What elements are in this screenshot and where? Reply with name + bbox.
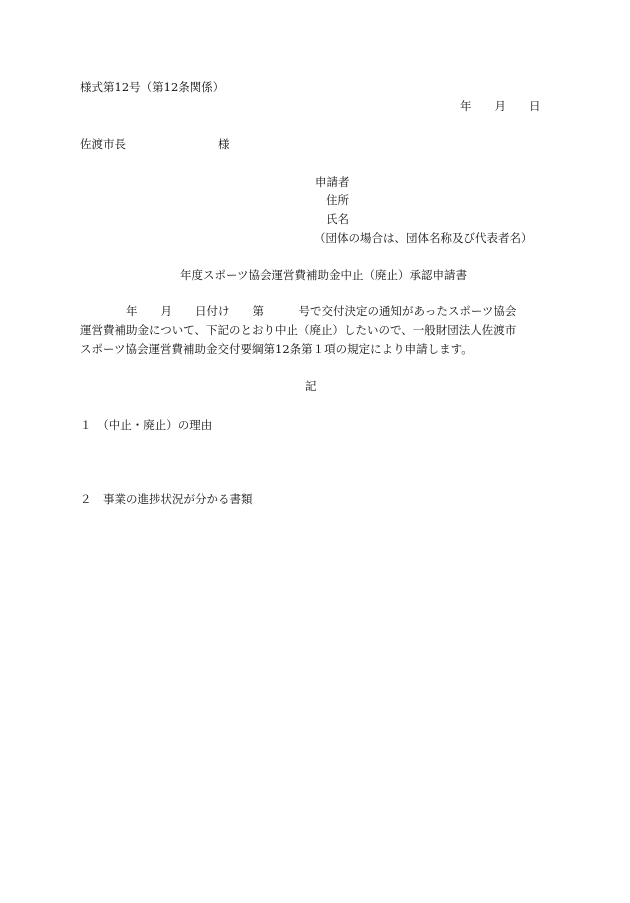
date-line: 年 月 日	[460, 99, 541, 113]
addressee-line: 佐渡市長 様	[80, 137, 230, 151]
body-line: スポーツ協会運営費補助金交付要綱第12条第１項の規定により申請します。	[80, 342, 473, 356]
organization-note: （団体の場合は、団体名称及び代表者名）	[314, 231, 533, 245]
document-title: 年度スポーツ協会運営費補助金中止（廃止）承認申請書	[180, 268, 468, 282]
list-item: ２ 事業の進捗状況が分かる書類	[80, 492, 253, 506]
ki-heading: 記	[305, 379, 317, 393]
address-label: 住所	[326, 193, 349, 207]
body-line: 年 月 日付け 第 号で交付決定の通知があったスポーツ協会	[80, 304, 517, 318]
name-label: 氏名	[326, 212, 349, 226]
applicant-label: 申請者	[315, 175, 350, 189]
list-item: １ （中止・廃止）の理由	[80, 418, 213, 432]
body-line: 運営費補助金について、下記のとおり中止（廃止）したいので、一般財団法人佐渡市	[80, 323, 517, 337]
form-number-label: 様式第12号（第12条関係）	[80, 80, 225, 94]
